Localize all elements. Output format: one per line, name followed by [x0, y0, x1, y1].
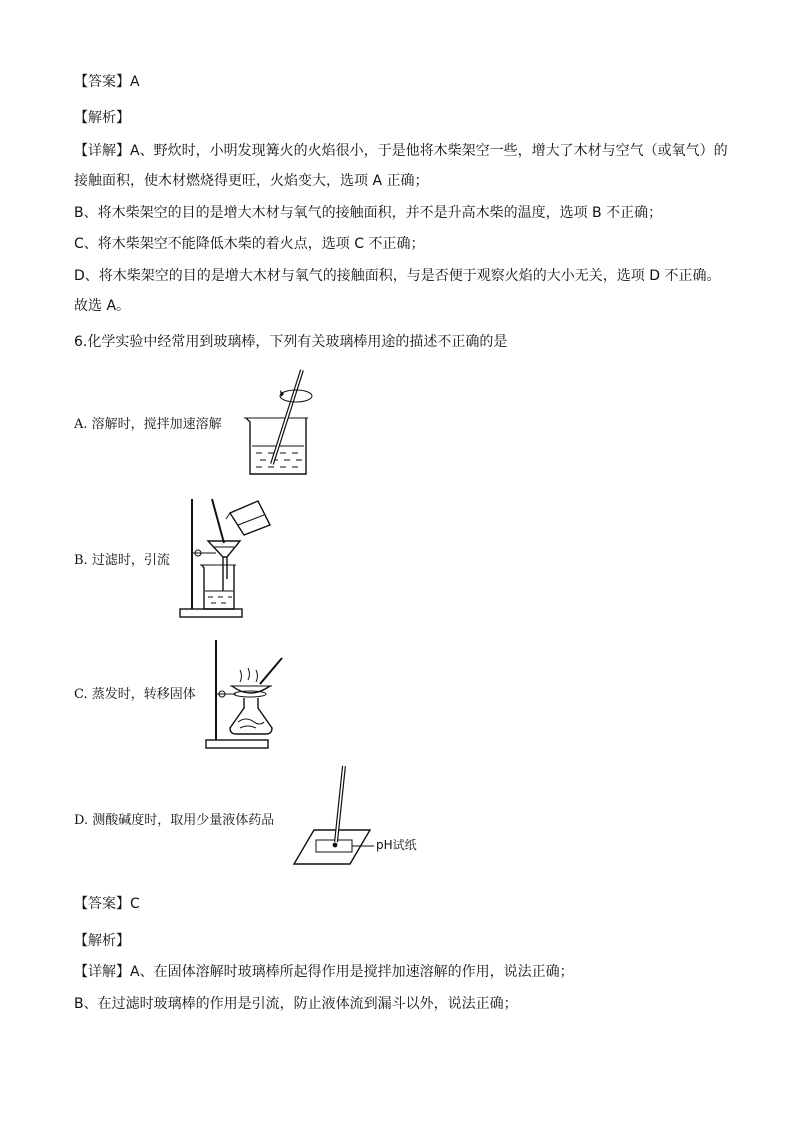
detail-2-line2: B、在过滤时玻璃棒的作用是引流，防止液体流到漏斗以外，说法正确； [74, 996, 518, 1012]
ph-test-diagram [292, 762, 382, 872]
analysis-label-1: 【解析】 [74, 110, 130, 126]
detail-1-line6: 故选 A。 [74, 298, 131, 314]
detail-1-line4: C、将木柴架空不能降低木柴的着火点，选项 C 不正确； [74, 236, 425, 252]
filtration-diagram [178, 495, 278, 625]
detail-1-line3: B、将木柴架空的目的是增大木材与氧气的接触面积，并不是升高木柴的温度，选项 B 不正确； [74, 205, 663, 221]
detail-1-line1: 【详解】A、野炊时，小明发现篝火的火焰很小，于是他将木柴架空一些，增大了木材与空气（或氧气）的 [74, 143, 728, 159]
detail-1-line5: D、将木柴架空的目的是增大木材与氧气的接触面积，与是否便于观察火焰的大小无关，选项 D 不正确。 [74, 268, 721, 284]
ph-paper-label: pH试纸 [376, 838, 417, 852]
answer-label-2: 【答案】C [74, 896, 140, 912]
detail-2-line1: 【详解】A、在固体溶解时玻璃棒所起得作用是搅拌加速溶解的作用，说法正确； [74, 964, 574, 980]
question-6-stem: 6.化学实验中经常用到玻璃棒，下列有关玻璃棒用途的描述不正确的是 [74, 334, 508, 350]
detail-1-line2: 接触面积，使木材燃烧得更旺，火焰变大，选项 A 正确； [74, 173, 429, 189]
analysis-label-2: 【解析】 [74, 933, 130, 949]
option-b-text: B. 过滤时，引流 [74, 553, 170, 568]
option-a-text: A. 溶解时，搅拌加速溶解 [74, 417, 222, 432]
beaker-stirring-diagram [240, 368, 320, 478]
option-d-text: D. 测酸碱度时，取用少量液体药品 [74, 813, 275, 828]
evaporation-diagram [200, 636, 300, 754]
option-c-text: C. 蒸发时，转移固体 [74, 687, 196, 702]
answer-label-1: 【答案】A [74, 74, 140, 90]
